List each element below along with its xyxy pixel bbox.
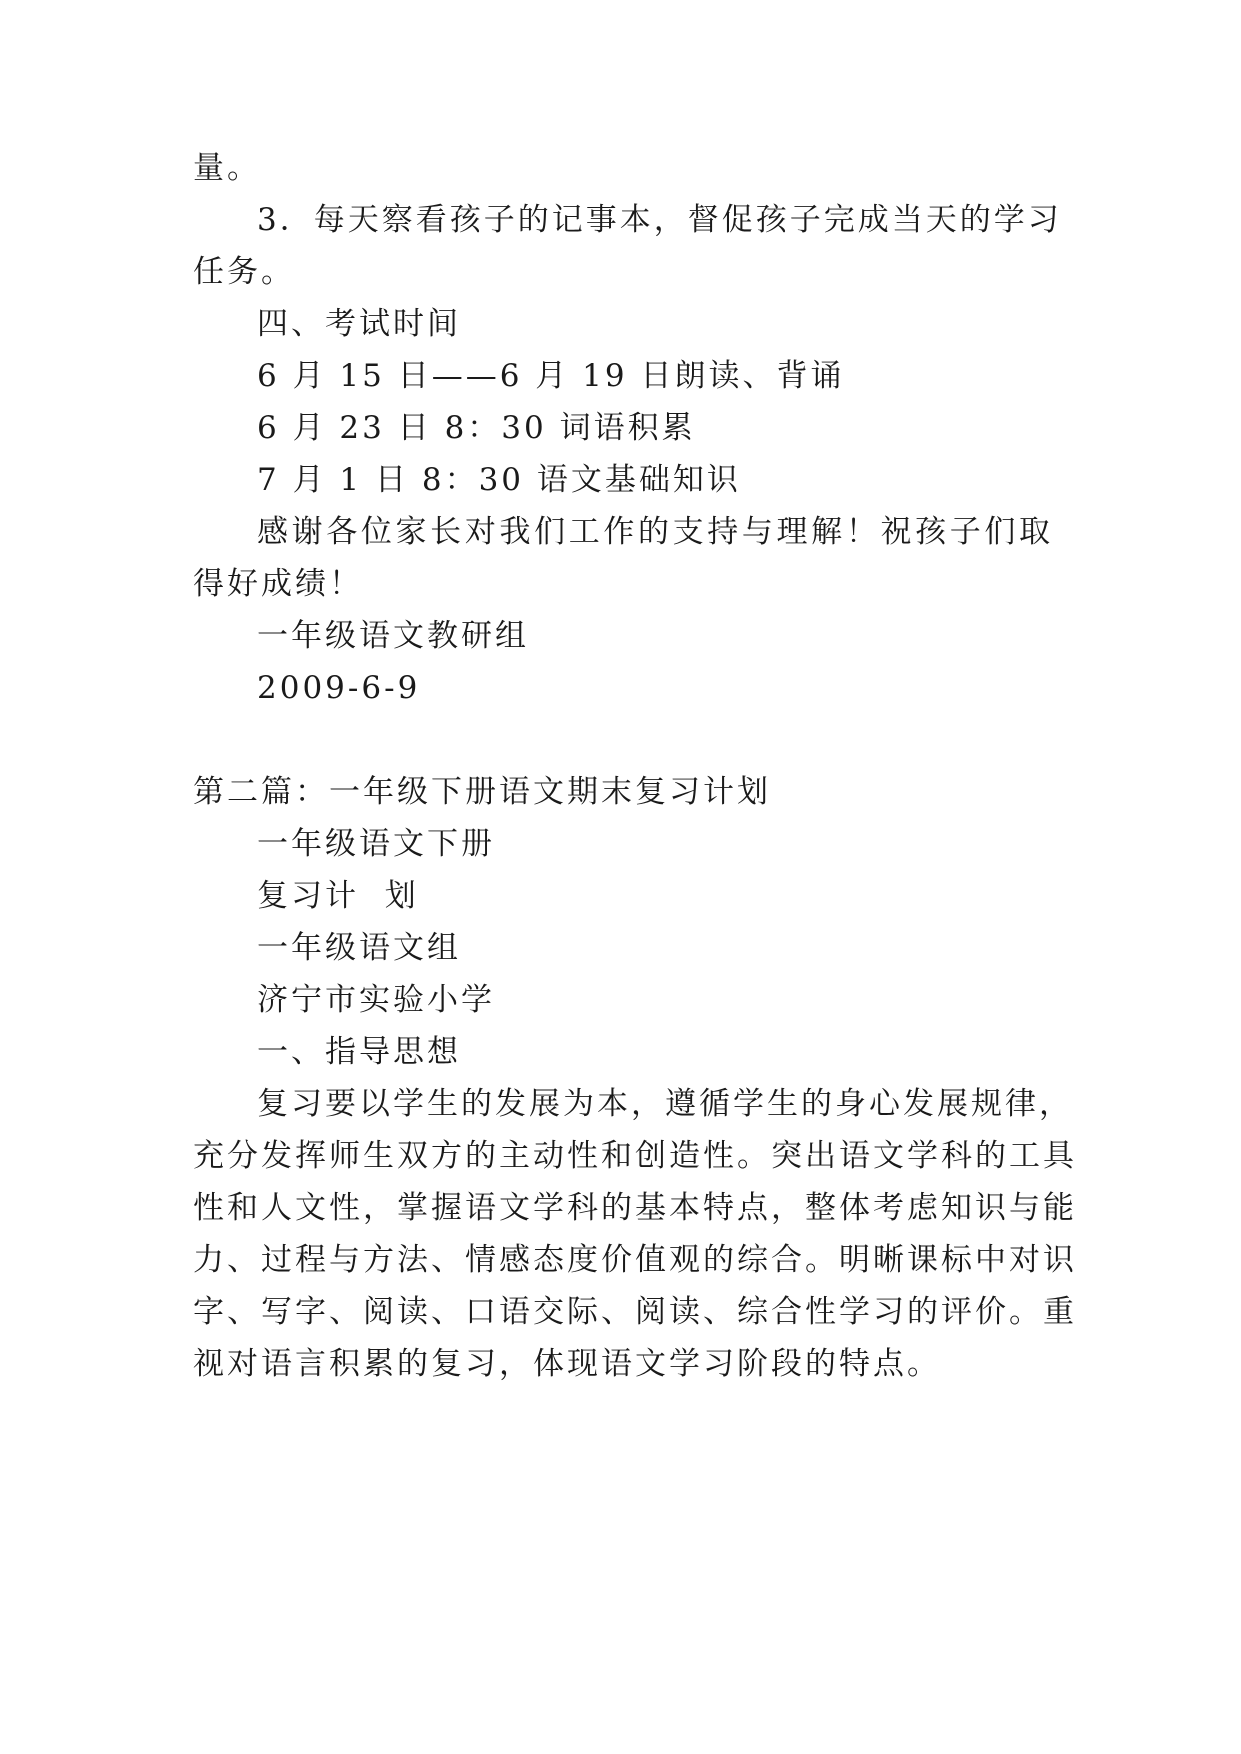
part2-group: 一年级语文组 [257,930,461,966]
section4-heading: 四、考试时间 [257,306,461,342]
paragraph-line: 充分发挥师生双方的主动性和创造性。突出语文学科的工具 [193,1138,1077,1174]
item3-line2: 任务。 [193,254,295,290]
part2-subtitle1: 一年级语文下册 [257,826,495,862]
continuation-text: 量。 [193,150,261,186]
paragraph-line: 性和人文性，掌握语文学科的基本特点，整体考虑知识与能 [193,1190,1077,1226]
exam-schedule-1: 6 月 15 日——6 月 19 日朗读、背诵 [257,358,845,394]
exam-schedule-2: 6 月 23 日 8：30 词语积累 [257,410,696,446]
date: 2009-6-9 [257,670,421,706]
part2-title: 第二篇：一年级下册语文期末复习计划 [193,774,771,810]
item3-line1: 3．每天察看孩子的记事本，督促孩子完成当天的学习 [257,202,1062,238]
part2-subtitle2: 复习计 划 [257,878,419,914]
thanks-line1: 感谢各位家长对我们工作的支持与理解！祝孩子们取 [257,514,1053,550]
paragraph-line: 力、过程与方法、情感态度价值观的综合。明晰课标中对识 [193,1242,1077,1278]
section1-heading: 一、指导思想 [257,1034,461,1070]
exam-schedule-3: 7 月 1 日 8：30 语文基础知识 [257,462,741,498]
signature: 一年级语文教研组 [257,618,529,654]
paragraph-line: 视对语言积累的复习，体现语文学习阶段的特点。 [193,1346,941,1382]
paragraph-line: 复习要以学生的发展为本，遵循学生的身心发展规律， [257,1086,1073,1122]
paragraph-line: 字、写字、阅读、口语交际、阅读、综合性学习的评价。重 [193,1294,1077,1330]
thanks-line2: 得好成绩！ [193,566,363,602]
part2-school: 济宁市实验小学 [257,982,495,1018]
